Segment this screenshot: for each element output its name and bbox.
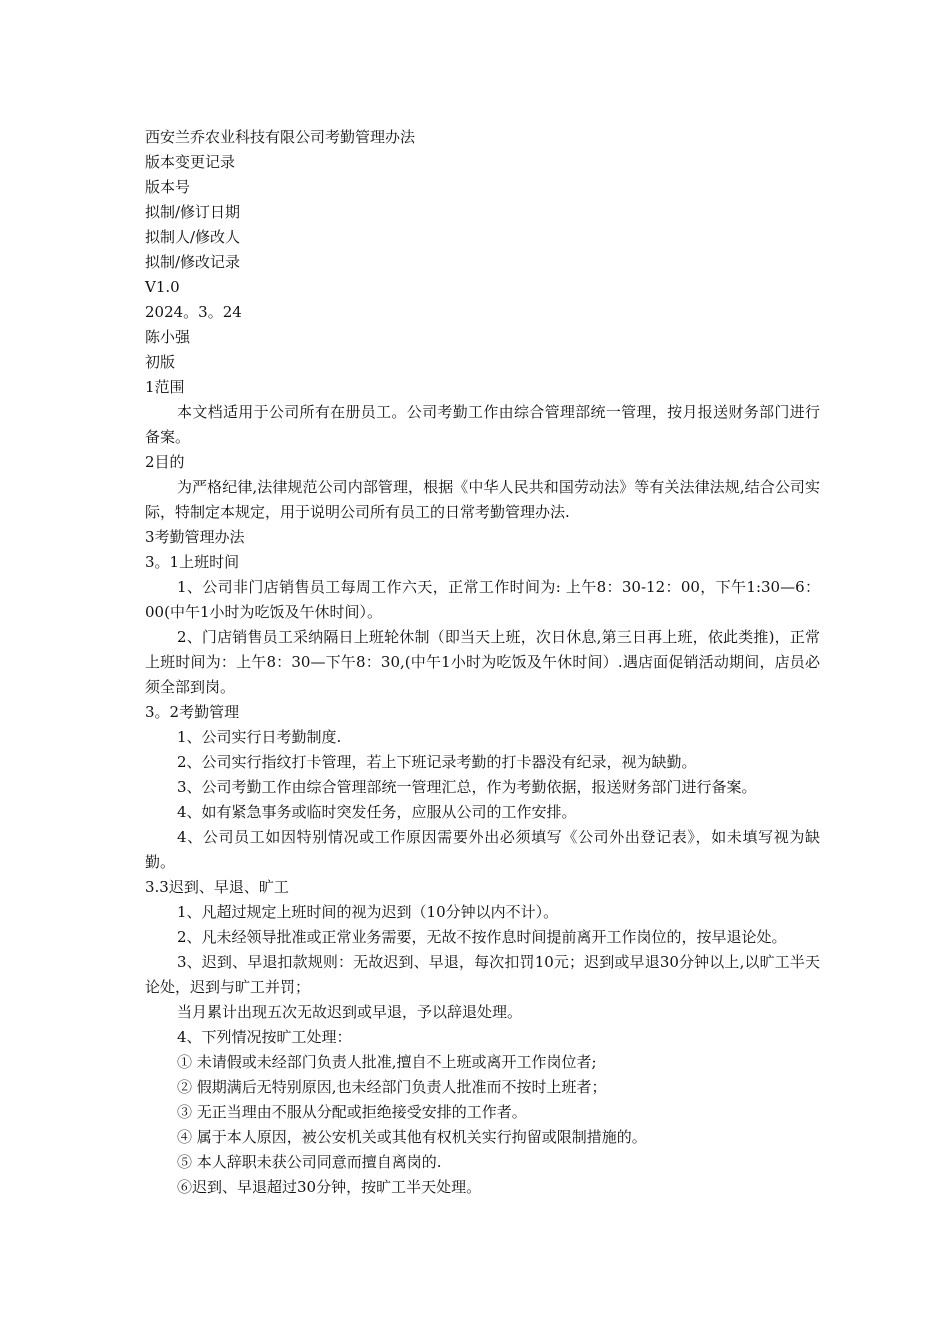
list-item: ① 未请假或未经部门负责人批准,擅自不上班或离开工作岗位者; (177, 1053, 597, 1071)
section-2-heading: 2目的 (145, 453, 185, 471)
section-1-paragraph: 本文档适用于公司所有在册员工。公司考勤工作由综合管理部统一管理，按月报送财务部门进行备案。 (145, 403, 820, 446)
section-3-3-paragraph-3: 3、迟到、早退扣款规则：无故迟到、早退，每次扣罚10元；迟到或早退30分钟以上,以旷工半天论处，迟到与旷工并罚； (145, 953, 820, 996)
change-log-heading: 版本变更记录 (145, 153, 236, 171)
list-item: ② 假期满后无特别原因,也未经部门负责人批准而不按时上班者； (177, 1078, 607, 1096)
change-log-field-author: 拟制人/修改人 (145, 228, 241, 246)
change-log-value-version: V1.0 (145, 278, 180, 296)
section-3-2-paragraph-4: 4、如有紧急事务或临时突发任务，应服从公司的工作安排。 (177, 803, 577, 821)
change-log-field-version: 版本号 (145, 178, 191, 196)
section-3-2-paragraph-1: 1、公司实行日考勤制度. (177, 728, 342, 746)
section-3-3-heading: 3.3迟到、早退、旷工 (145, 878, 289, 896)
document-page (145, 125, 820, 1200)
section-3-2-paragraph-3: 3、公司考勤工作由综合管理部统一管理汇总，作为考勤依据，报送财务部门进行备案。 (177, 778, 757, 796)
section-3-3-paragraph-1: 1、凡超过规定上班时间的视为迟到（10分钟以内不计）。 (177, 903, 559, 921)
section-3-heading: 3考勤管理办法 (145, 528, 245, 546)
change-log-field-record: 拟制/修改记录 (145, 253, 241, 271)
list-item: ③ 无正当理由不服从分配或拒绝接受安排的工作者。 (177, 1103, 527, 1121)
change-log-field-date: 拟制/修订日期 (145, 203, 241, 221)
section-3-1-paragraph-2: 2、门店销售员工采纳隔日上班轮休制（即当天上班，次日休息,第三日再上班，依此类推)，正常上班时间为：上午8：30—下午8：30,(中午1小时为吃饭及午休时间）.遇店面促销活动期间，店员必须全部到岗。 (145, 628, 820, 696)
list-item: ④ 属于本人原因，被公安机关或其他有权机关实行拘留或限制措施的。 (177, 1128, 647, 1146)
section-3-2-paragraph-2: 2、公司实行指纹打卡管理，若上下班记录考勤的打卡器没有纪录，视为缺勤。 (177, 753, 697, 771)
list-item: ⑥迟到、早退超过30分钟，按旷工半天处理。 (177, 1178, 482, 1196)
change-log-value-author: 陈小强 (145, 328, 191, 346)
section-3-1-heading: 3。1上班时间 (145, 553, 240, 571)
section-1-heading: 1范围 (145, 378, 185, 396)
section-3-2-heading: 3。2考勤管理 (145, 703, 240, 721)
section-3-2-paragraph-5: 4、公司员工如因特别情况或工作原因需要外出必须填写《公司外出登记表》，如未填写视为缺勤。 (145, 828, 820, 871)
section-3-3-paragraph-5: 4、下列情况按旷工处理： (177, 1028, 352, 1046)
change-log-value-date: 2024。3。24 (145, 303, 242, 321)
document-title: 西安兰乔农业科技有限公司考勤管理办法 (145, 128, 416, 146)
section-3-3-paragraph-4: 当月累计出现五次无故迟到或早退，予以辞退处理。 (177, 1003, 523, 1021)
list-item: ⑤ 本人辞职未获公司同意而擅自离岗的. (177, 1153, 442, 1171)
section-3-1-paragraph-1: 1、公司非门店销售员工每周工作六天，正常工作时间为: 上午8：30-12：00，下午1:30—6：00(中午1小时为吃饭及午休时间）。 (145, 578, 820, 621)
change-log-value-record: 初版 (145, 353, 176, 371)
section-3-3-paragraph-2: 2、凡未经领导批准或正常业务需要，无故不按作息时间提前离开工作岗位的，按早退论处。 (177, 928, 787, 946)
section-2-paragraph: 为严格纪律,法律规范公司内部管理，根据《中华人民共和国劳动法》等有关法律法规,结合公司实际，特制定本规定，用于说明公司所有员工的日常考勤管理办法. (145, 478, 820, 521)
